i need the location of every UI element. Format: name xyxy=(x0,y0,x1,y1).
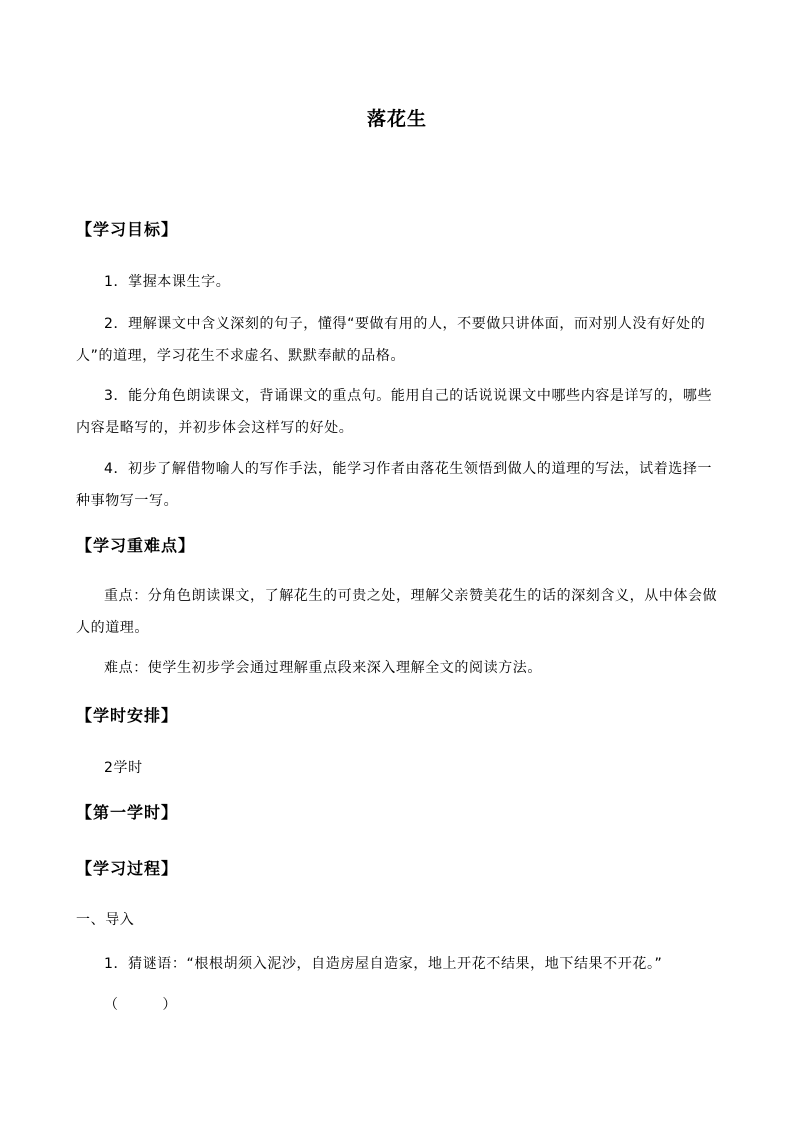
heading-schedule: 【学时安排】 xyxy=(76,706,179,725)
heading-first-session: 【第一学时】 xyxy=(76,803,179,822)
objective-item-3: 3．能分角色朗读课文，背诵课文的重点句。能用自己的话说说课文中哪些内容是详写的，哪些内容是略写的，并初步体会这样写的好处。 xyxy=(76,388,713,436)
document-title: 落花生 xyxy=(366,108,427,130)
process-part-one: 一、导入 xyxy=(76,912,135,928)
heading-key-points: 【学习重难点】 xyxy=(76,536,196,555)
key-point-focus: 重点：分角色朗读课文，了解花生的可贵之处，理解父亲赞美花生的话的深刻含义，从中体会做人的道理。 xyxy=(76,588,718,636)
key-point-difficulty: 难点：使学生初步学会通过理解重点段来深入理解全文的阅读方法。 xyxy=(104,660,542,676)
riddle-answer-blank: （ ） xyxy=(104,997,177,1013)
objective-item-1: 1．掌握本课生字。 xyxy=(104,274,231,290)
objective-item-4: 4．初步了解借物喻人的写作手法，能学习作者由落花生领悟到做人的道理的写法，试着选择一种事物写一写。 xyxy=(76,461,713,509)
heading-objectives: 【学习目标】 xyxy=(76,220,179,239)
schedule-text: 2学时 xyxy=(104,760,143,776)
heading-process: 【学习过程】 xyxy=(76,859,179,878)
riddle-text: 1．猜谜语：“根根胡须入泥沙，自造房屋自造家，地上开花不结果，地下结果不开花。” xyxy=(104,956,663,972)
objective-item-2: 2．理解课文中含义深刻的句子，懂得“要做有用的人，不要做只讲体面，而对别人没有好处的人”的道理，学习花生不求虚名、默默奉献的品格。 xyxy=(76,316,706,364)
